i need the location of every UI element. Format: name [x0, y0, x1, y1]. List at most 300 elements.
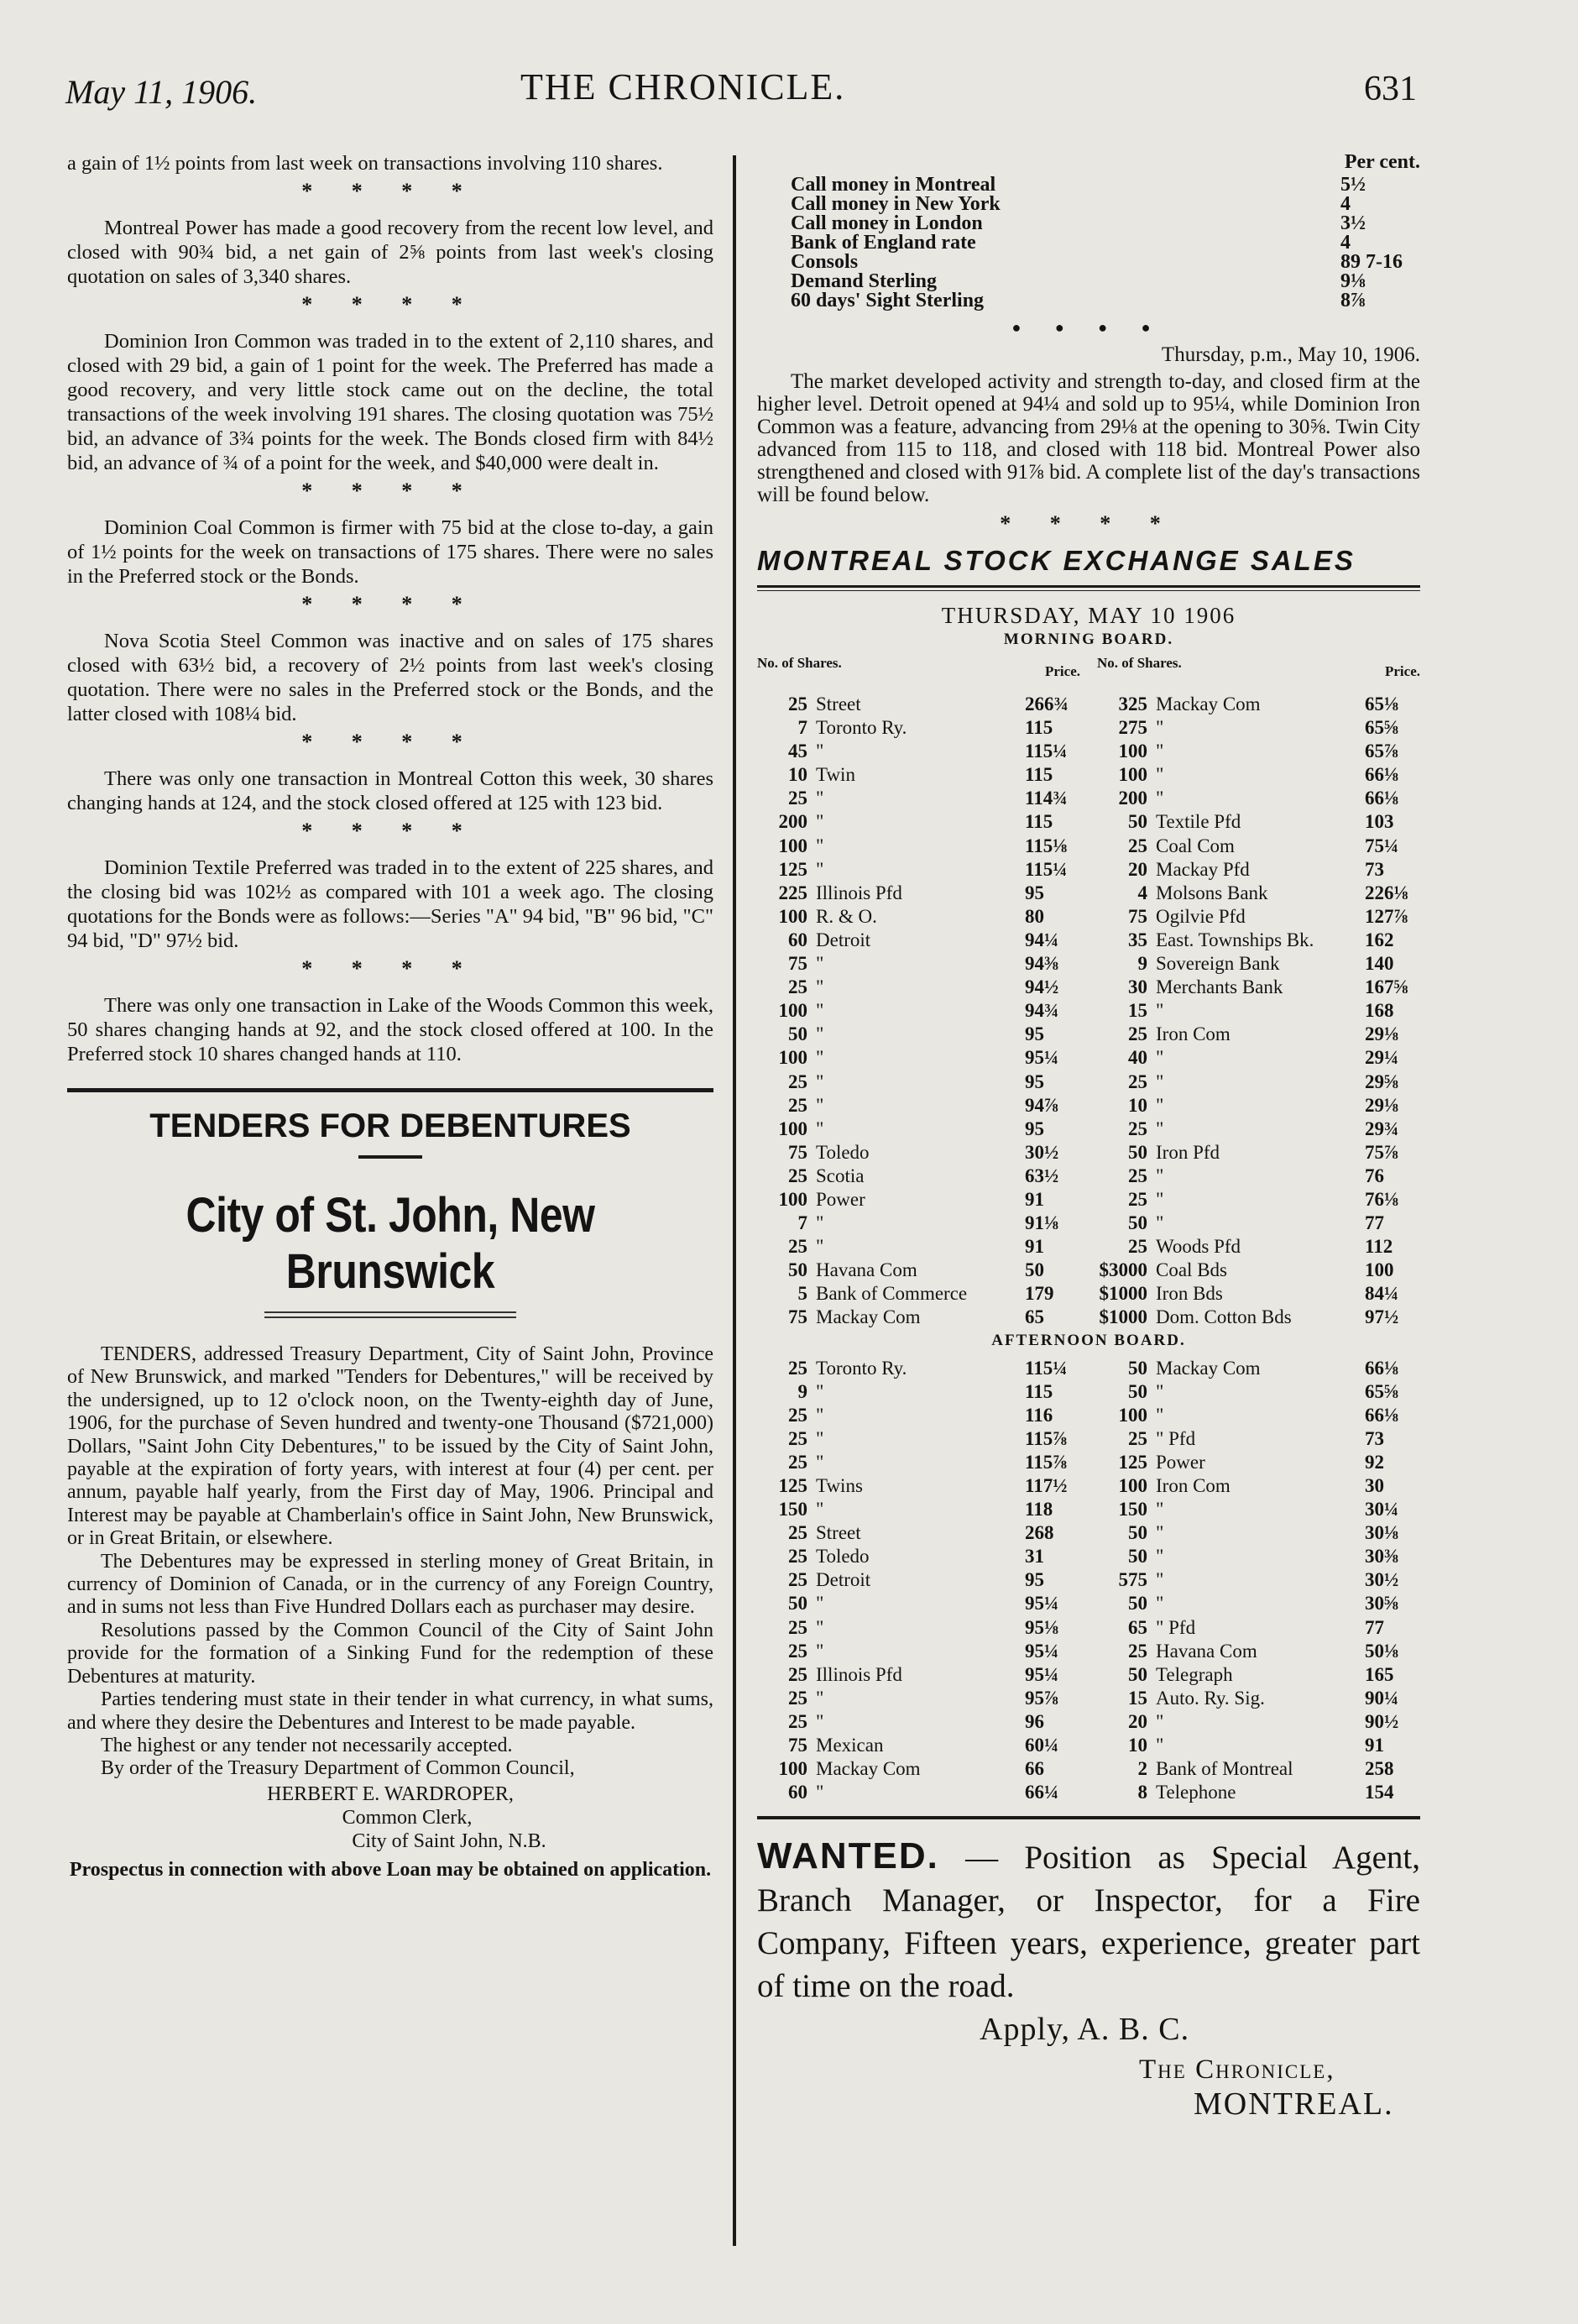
money-rate-row — [757, 253, 1420, 272]
sale-stock: " — [816, 788, 824, 809]
rate-value: 5½ — [1340, 174, 1366, 196]
sale-shares: 100 — [1118, 741, 1147, 762]
rate-value: 9⅛ — [1340, 270, 1366, 292]
sale-stock: " Pfd — [1156, 1427, 1196, 1449]
sale-shares: 25 — [1128, 1023, 1147, 1045]
afternoon-right-rows — [1097, 1357, 1420, 1805]
short-rule — [358, 1155, 422, 1159]
afternoon-board-label: AFTERNOON BOARD. — [991, 1331, 1186, 1349]
sale-shares: 20 — [1128, 858, 1147, 880]
sale-row — [757, 1663, 1080, 1687]
sale-row — [757, 952, 1080, 976]
sale-price: 95¼ — [1025, 1593, 1059, 1615]
sale-row — [1097, 1282, 1420, 1306]
money-rate-row — [757, 291, 1420, 311]
sale-row — [757, 882, 1080, 905]
sale-stock: Molsons Bank — [1156, 882, 1268, 903]
sale-shares: 25 — [1128, 1640, 1147, 1662]
tender-paragraph: TENDERS, addressed Treasury Department, City of Saint John, Province of New Brunswick, and marked "Tenders for Debentures," will be received by the undersigned, up to 12 o'clock noon, on the Twenty-eighth day of June, 1906, for the purchase of Seven hundred and twenty-one Thousand ($721,000) Dollars, "Saint John City Debentures," to be issued by the City of Saint John, payable at the expiration of forty years, with interest at four (4) per cent. per annum, payable half yearly, from the First day of May, 1906. Principal and Interest may be payable at Chamberlain's office in Saint John, New Brunswick, or in Great Britain, or elsewhere. — [67, 1343, 713, 1550]
sale-price: 94⅜ — [1025, 953, 1059, 975]
sale-price: 29¾ — [1365, 1118, 1399, 1139]
sale-stock: " — [1156, 1380, 1164, 1402]
sale-price: 73 — [1365, 858, 1384, 880]
sale-shares: 25 — [788, 1094, 807, 1116]
sale-row — [1097, 1070, 1420, 1094]
sale-stock: " — [816, 1070, 824, 1092]
sale-price: 97½ — [1365, 1306, 1399, 1328]
market-dateline: Thursday, p.m., May 10, 1906. — [1161, 343, 1420, 366]
sale-price: 115¼ — [1025, 858, 1068, 880]
sale-shares: 25 — [788, 1522, 807, 1544]
sale-price: 115⅞ — [1025, 1427, 1068, 1449]
sale-row — [757, 740, 1080, 763]
sale-price: 50⅛ — [1365, 1640, 1399, 1662]
sale-row — [1097, 1545, 1420, 1568]
sales-heading: MONTREAL STOCK EXCHANGE SALES — [757, 545, 1356, 576]
sale-stock: Coal Com — [1156, 835, 1235, 856]
sale-price: 115 — [1025, 717, 1053, 739]
sale-row — [1097, 1687, 1420, 1710]
sale-price: 94¾ — [1025, 1000, 1059, 1022]
sale-shares: 25 — [1128, 1165, 1147, 1186]
section-rule — [67, 1088, 713, 1092]
sale-price: 77 — [1365, 1616, 1384, 1638]
sale-stock: Twin — [816, 764, 855, 786]
sale-price: 95 — [1025, 1070, 1044, 1092]
sale-stock: " — [816, 1593, 824, 1615]
sale-price: 95¼ — [1025, 1640, 1059, 1662]
sale-row — [1097, 1235, 1420, 1259]
sale-row — [1097, 1165, 1420, 1188]
page-number: 631 — [1364, 70, 1417, 108]
sale-shares: $1000 — [1099, 1283, 1147, 1305]
sale-stock: Bank of Montreal — [1156, 1758, 1293, 1780]
sale-price: 95⅛ — [1025, 1616, 1059, 1638]
sale-stock: Iron Com — [1156, 1475, 1231, 1496]
sale-stock: Iron Bds — [1156, 1283, 1223, 1305]
sale-shares: 25 — [788, 1687, 807, 1709]
sale-shares: 50 — [1128, 1593, 1147, 1615]
sale-stock: East. Townships Bk. — [1156, 929, 1314, 950]
morning-board — [757, 656, 1420, 1330]
sale-shares: 75 — [788, 1141, 807, 1163]
sale-row — [1097, 882, 1420, 905]
money-rate-row — [757, 214, 1420, 233]
sale-price: 162 — [1365, 929, 1394, 950]
sale-price: 115¼ — [1025, 1357, 1068, 1379]
sale-row — [757, 1757, 1080, 1781]
sale-shares: 25 — [788, 1616, 807, 1638]
price-header: Price. — [1045, 663, 1080, 679]
sale-stock: Twins — [816, 1475, 863, 1496]
sale-shares: 9 — [1137, 953, 1147, 975]
sale-shares: 10 — [1128, 1735, 1147, 1756]
sale-price: 91 — [1025, 1188, 1044, 1210]
tender-paragraph: By order of the Treasury Department of Common Council, — [101, 1757, 575, 1780]
sale-shares: 100 — [1118, 764, 1147, 786]
sale-price: 84¼ — [1365, 1283, 1399, 1305]
sale-price: 65⅝ — [1365, 717, 1399, 739]
sale-price: 80 — [1025, 905, 1044, 927]
sale-row — [757, 1165, 1080, 1188]
sale-row — [1097, 1734, 1420, 1757]
section-rule — [757, 1816, 1420, 1819]
sale-price: 96 — [1025, 1710, 1044, 1732]
sale-row — [757, 1212, 1080, 1235]
sale-row — [1097, 1023, 1420, 1046]
morning-left-column — [757, 656, 1080, 1330]
sale-shares: 225 — [778, 882, 807, 903]
tender-heading: TENDERS FOR DEBENTURES — [149, 1107, 631, 1144]
sale-stock: " — [1156, 1735, 1164, 1756]
sale-shares: 7 — [797, 717, 807, 739]
sale-row — [1097, 1474, 1420, 1498]
sale-shares: 25 — [788, 1070, 807, 1092]
sale-stock: " — [816, 741, 824, 762]
sale-shares: 60 — [788, 929, 807, 950]
sale-shares: 50 — [1128, 1357, 1147, 1379]
sale-stock: " — [1156, 1593, 1164, 1615]
sale-shares: 100 — [778, 1118, 807, 1139]
sale-shares: 100 — [778, 1758, 807, 1780]
sale-row — [1097, 1357, 1420, 1380]
sale-stock: " — [1156, 1710, 1164, 1732]
rate-label: Call money in Montreal — [791, 174, 996, 196]
sale-price: 90¼ — [1365, 1687, 1399, 1709]
sale-price: 127⅞ — [1365, 905, 1408, 927]
sale-price: 50 — [1025, 1259, 1044, 1281]
separator-dots: ● ● ● ● — [1011, 319, 1166, 336]
sale-stock: Street — [816, 694, 861, 714]
sale-price: 92 — [1365, 1451, 1384, 1473]
sale-shares: $1000 — [1099, 1306, 1147, 1328]
sale-shares: 5 — [797, 1283, 807, 1305]
sale-stock: " — [816, 858, 824, 880]
sale-stock: Ogilvie Pfd — [1156, 905, 1246, 927]
sale-shares: 200 — [778, 811, 807, 833]
sale-shares: 275 — [1118, 717, 1147, 739]
tender-paragraph: Parties tendering must state in their tender in what currency, in what sums, and where they desire the Debentures and Interest to be made payable. — [67, 1688, 713, 1734]
page-header — [0, 0, 1578, 126]
sale-price: 77 — [1365, 1212, 1384, 1234]
sale-price: 91⅛ — [1025, 1212, 1059, 1234]
sale-price: 258 — [1365, 1758, 1394, 1780]
sale-stock: Illinois Pfd — [816, 882, 902, 903]
shares-header: No. of Shares. — [1097, 655, 1182, 671]
price-header: Price. — [1385, 663, 1420, 679]
double-rule — [264, 1311, 516, 1318]
sale-row — [757, 1235, 1080, 1259]
sale-row — [1097, 858, 1420, 882]
sale-stock: " — [816, 1094, 824, 1116]
rate-label: Demand Sterling — [791, 270, 937, 292]
separator-stars: * * * * — [301, 819, 479, 843]
sale-stock: Sovereign Bank — [1156, 953, 1280, 975]
sale-stock: " — [816, 1616, 824, 1638]
sale-row — [757, 1451, 1080, 1474]
sale-shares: 10 — [788, 764, 807, 786]
sale-price: 95 — [1025, 1118, 1044, 1139]
sale-stock: " — [1156, 1047, 1164, 1069]
sale-stock: Mexican — [816, 1735, 884, 1756]
sale-stock: " — [816, 1640, 824, 1662]
sale-stock: " — [816, 1710, 824, 1732]
sale-stock: " — [816, 1782, 824, 1803]
sale-shares: 25 — [788, 1569, 807, 1591]
sale-stock: " — [1156, 1522, 1164, 1544]
morning-board-label: MORNING BOARD. — [1003, 631, 1174, 648]
sale-price: 73 — [1365, 1427, 1384, 1449]
sale-stock: Mackay Pfd — [1156, 858, 1250, 880]
sale-stock: " — [816, 1687, 824, 1709]
sale-row — [757, 1070, 1080, 1094]
sale-row — [757, 763, 1080, 787]
money-rate-row — [757, 233, 1420, 253]
sale-shares: 25 — [788, 1165, 807, 1186]
sale-shares: 150 — [1118, 1499, 1147, 1521]
morning-right-column — [1097, 656, 1420, 1330]
sale-price: 30⅝ — [1365, 1593, 1399, 1615]
sale-price: 112 — [1365, 1236, 1393, 1258]
sale-row — [1097, 1710, 1420, 1734]
sale-stock: " — [1156, 1000, 1164, 1022]
sale-shares: 50 — [1128, 811, 1147, 833]
morning-left-rows — [757, 693, 1080, 1330]
sale-price: 118 — [1025, 1499, 1053, 1521]
afternoon-board — [757, 1357, 1420, 1805]
sale-price: 95 — [1025, 882, 1044, 903]
sale-price: 140 — [1365, 953, 1394, 975]
sale-price: 66⅛ — [1365, 764, 1399, 786]
sale-shares: 15 — [1128, 1687, 1147, 1709]
sale-row — [757, 1404, 1080, 1427]
sale-shares: 50 — [1128, 1546, 1147, 1568]
sale-shares: 575 — [1118, 1569, 1147, 1591]
column-divider — [733, 155, 736, 2246]
sale-row — [757, 1380, 1080, 1404]
money-rates-table — [757, 175, 1420, 311]
sale-stock: " — [816, 1404, 824, 1426]
sale-row — [757, 1521, 1080, 1545]
sale-price: 103 — [1365, 811, 1394, 833]
sale-row — [757, 905, 1080, 929]
sale-row — [1097, 1663, 1420, 1687]
sale-shares: 100 — [778, 1047, 807, 1069]
sale-shares: 4 — [1137, 882, 1147, 903]
sale-shares: 25 — [1128, 1188, 1147, 1210]
sale-shares: 50 — [1128, 1212, 1147, 1234]
sale-row — [757, 1640, 1080, 1663]
sale-stock: Toronto Ry. — [816, 1357, 907, 1379]
sale-price: 95 — [1025, 1023, 1044, 1045]
sale-shares: 25 — [788, 1640, 807, 1662]
sale-stock: " — [816, 1499, 824, 1521]
tender-paragraph: Resolutions passed by the Common Council of the City of Saint John provide for the formation of a Sinking Fund for the redemption of these Debentures at maturity. — [67, 1619, 713, 1688]
sale-stock: " Pfd — [1156, 1616, 1196, 1638]
sale-stock: " — [816, 1380, 824, 1402]
money-rate-row — [757, 272, 1420, 291]
sale-row — [757, 1094, 1080, 1118]
sale-shares: 50 — [1128, 1141, 1147, 1163]
sale-price: 66⅛ — [1365, 1357, 1399, 1379]
sale-shares: 25 — [788, 1710, 807, 1732]
sale-shares: 30 — [1128, 976, 1147, 998]
paragraph-dominion-coal: Dominion Coal Common is firmer with 75 bid at the close to-day, a gain of 1½ points for the week on transactions of 175 shares. There were no sales in the Preferred stock or the Bonds. — [67, 516, 713, 588]
sale-row — [757, 1592, 1080, 1615]
sale-stock: " — [816, 1023, 824, 1045]
sale-row — [757, 1141, 1080, 1165]
sale-price: 29⅛ — [1365, 1023, 1399, 1045]
sale-shares: 100 — [778, 1188, 807, 1210]
sale-shares: 9 — [797, 1380, 807, 1402]
sale-row — [757, 929, 1080, 952]
sale-price: 29⅝ — [1365, 1070, 1399, 1092]
signatory-city: City of Saint John, N.B. — [352, 1829, 546, 1852]
sale-shares: $3000 — [1099, 1259, 1147, 1281]
sales-date: THURSDAY, MAY 10 1906 — [941, 603, 1236, 628]
paragraph-lake-of-the-woods: There was only one transaction in Lake of the Woods Common this week, 50 shares changing hands at 92, and the stock closed offered at 100. In the Preferred stock 10 shares changed hands at 110. — [67, 994, 713, 1065]
sale-shares: 100 — [1118, 1404, 1147, 1426]
sale-stock: " — [816, 1236, 824, 1258]
sale-price: 115 — [1025, 811, 1053, 833]
sale-row — [757, 787, 1080, 810]
sale-row — [757, 1188, 1080, 1212]
sale-shares: 25 — [788, 694, 807, 714]
sale-row — [1097, 1046, 1420, 1070]
sale-row — [757, 835, 1080, 858]
sale-row — [1097, 929, 1420, 952]
money-rate-row — [757, 175, 1420, 195]
sale-stock: Mackay Com — [1156, 1357, 1261, 1379]
sale-price: 226⅛ — [1365, 882, 1408, 903]
sale-price: 115 — [1025, 1380, 1053, 1402]
sale-price: 76⅛ — [1365, 1188, 1399, 1210]
sale-stock: Power — [1156, 1451, 1205, 1473]
apply-city: MONTREAL. — [1194, 2086, 1394, 2122]
shares-header: No. of Shares. — [757, 655, 842, 671]
sale-shares: 40 — [1128, 1047, 1147, 1069]
sale-price: 95⅞ — [1025, 1687, 1059, 1709]
sale-shares: 50 — [1128, 1663, 1147, 1685]
sale-price: 266¾ — [1025, 694, 1069, 714]
sale-stock: " — [1156, 1212, 1164, 1234]
sale-stock: Illinois Pfd — [816, 1663, 902, 1685]
sale-price: 95¼ — [1025, 1047, 1059, 1069]
tender-advertisement — [67, 1107, 713, 1882]
sale-stock: Dom. Cotton Bds — [1156, 1306, 1292, 1328]
sale-shares: 25 — [1128, 835, 1147, 856]
sale-row — [1097, 1451, 1420, 1474]
sale-shares: 25 — [788, 1546, 807, 1568]
sale-row — [757, 1306, 1080, 1329]
sale-shares: 25 — [788, 788, 807, 809]
percent-label: Per cent. — [1344, 151, 1420, 173]
apply-publication: The Chronicle, — [1139, 2054, 1335, 2086]
sale-stock: " — [816, 1212, 824, 1234]
sale-price: 91 — [1025, 1236, 1044, 1258]
sale-row — [1097, 693, 1420, 716]
separator-stars: * * * * — [301, 592, 479, 616]
sale-price: 90½ — [1365, 1710, 1399, 1732]
sale-shares: 45 — [788, 741, 807, 762]
sale-shares: 75 — [788, 1306, 807, 1328]
sale-row — [757, 1498, 1080, 1521]
separator-stars: * * * * — [301, 179, 479, 203]
sale-shares: 60 — [788, 1782, 807, 1803]
sale-stock: " — [1156, 1165, 1164, 1186]
sale-row — [757, 858, 1080, 882]
sale-row — [1097, 1094, 1420, 1118]
sale-shares: 75 — [788, 953, 807, 975]
sale-stock: " — [816, 1451, 824, 1473]
sale-row — [757, 1259, 1080, 1282]
sale-stock: " — [816, 1000, 824, 1022]
sale-price: 31 — [1025, 1546, 1044, 1568]
sale-price: 30⅜ — [1365, 1546, 1399, 1568]
sale-stock: Scotia — [816, 1165, 865, 1186]
sale-row — [1097, 1757, 1420, 1781]
rate-label: Bank of England rate — [791, 232, 976, 254]
sale-stock: " — [816, 976, 824, 998]
sale-stock: " — [816, 811, 824, 833]
sale-shares: 75 — [1128, 905, 1147, 927]
sale-price: 30¼ — [1365, 1499, 1399, 1521]
sale-shares: 200 — [1118, 788, 1147, 809]
sale-price: 66¼ — [1025, 1782, 1059, 1803]
sale-stock: R. & O. — [816, 905, 877, 927]
sale-shares: 125 — [1118, 1451, 1147, 1473]
sale-row — [757, 1357, 1080, 1380]
sale-price: 165 — [1365, 1663, 1394, 1685]
sale-row — [757, 1710, 1080, 1734]
sale-row — [1097, 1568, 1420, 1592]
sale-shares: 20 — [1128, 1710, 1147, 1732]
sale-stock: Detroit — [816, 929, 871, 950]
sale-price: 117½ — [1025, 1475, 1068, 1496]
sale-stock: " — [1156, 1404, 1164, 1426]
sale-row — [1097, 1781, 1420, 1804]
rate-label: Consols — [791, 251, 859, 273]
sale-shares: 25 — [1128, 1236, 1147, 1258]
sale-stock: " — [1156, 1118, 1164, 1139]
wanted-advertisement — [757, 1835, 1420, 2122]
sale-price: 66 — [1025, 1758, 1044, 1780]
sale-row — [1097, 1188, 1420, 1212]
sale-shares: 8 — [1137, 1782, 1147, 1803]
sale-shares: 25 — [788, 1404, 807, 1426]
sale-shares: 100 — [778, 835, 807, 856]
sale-stock: Bank of Commerce — [816, 1283, 968, 1305]
city-heading: City of St. John, New Brunswick — [185, 1188, 595, 1299]
sale-stock: Detroit — [816, 1569, 871, 1591]
sale-price: 91 — [1365, 1735, 1384, 1756]
sale-row — [1097, 1640, 1420, 1663]
sale-row — [757, 810, 1080, 834]
left-column — [67, 151, 713, 1882]
sale-row — [1097, 999, 1420, 1023]
paragraph-dominion-textile: Dominion Textile Preferred was traded in to the extent of 225 shares, and the closing bid was 102½ as compared with 101 a week ago. The closing quotations for the Bonds were as follows:—Series "A" 94 bid, "B" 96 bid, "C" 94 bid, "D" 97½ bid. — [67, 856, 713, 952]
sale-row — [757, 1568, 1080, 1592]
sale-row — [1097, 1380, 1420, 1404]
sale-row — [757, 1616, 1080, 1640]
sale-row — [1097, 952, 1420, 976]
sale-row — [1097, 716, 1420, 740]
sale-row — [757, 999, 1080, 1023]
tender-paragraph: The Debentures may be expressed in sterling money of Great Britain, in currency of Dominion of Canada, or in the currency of any Foreign Country, and in sums not less than Five Hundred Dollars each as purchaser may desire. — [67, 1550, 713, 1619]
double-rule — [757, 585, 1420, 591]
afternoon-left-rows — [757, 1357, 1080, 1805]
sale-price: 75¼ — [1365, 835, 1399, 856]
